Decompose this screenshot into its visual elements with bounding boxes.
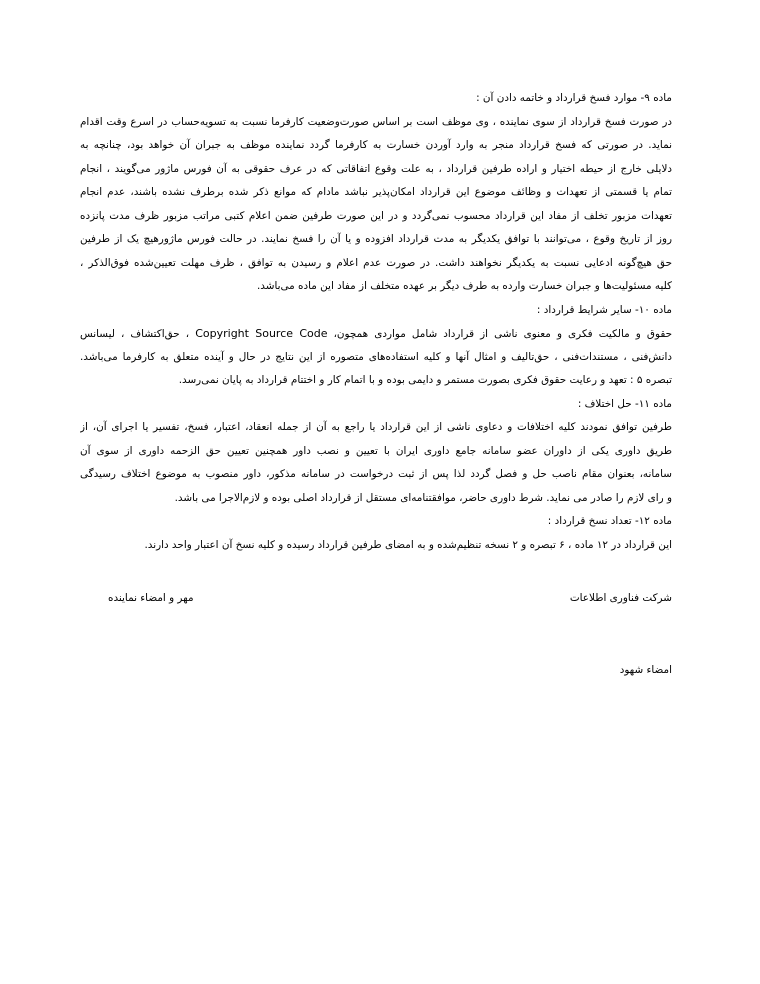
article-9-line: تعهدات مزبور تخلف از مفاد این قرارداد محسوب نمی‌گردد و در این صورت طرفین ضمن اعلام کتبی مراتب مزبور ظرف مدت پانزده (80, 209, 672, 222)
article-11-line: و رای لازم را صادر می نماید. شرط داوری حاضر، موافقتنامه‌ای مستقل از قرارداد اصلی بوده و لازم‌الاجرا می باشد. (174, 491, 672, 504)
copyright-source-code-term: Copyright Source Code (195, 327, 328, 340)
article-10-heading: ماده ۱۰- سایر شرایط قرارداد : (536, 303, 672, 316)
article-11-line: طرفین توافق نمودند کلیه اختلافات و دعاوی ناشی از این قرارداد یا راجع به آن از جمله انعقاد، اعتبار، فسخ، تفسیر یا اجرای آن، از (80, 421, 672, 433)
article-10-line-end: ، حق‌اکتشاف ، لیسانس (80, 328, 196, 340)
article-9-line: کلیه مسئولیت‌ها و جبران خسارت وارده به طرف دیگر بر عهده متخلف از مفاد این ماده می‌باشد. (256, 280, 672, 292)
representative-stamp-label: مهر و امضاء نماینده (108, 592, 194, 604)
article-10-line (80, 322, 672, 346)
article-11-line: طریق داوری یکی از داوران عضو سامانه جامع داوری ایران با تعیین و نصب داور همچنین تعیین حق الزحمه داوری از سوی آن (80, 444, 672, 457)
article-11-line: سامانه، بعنوان مقام ناصب حل و فصل گردد لذا پس از ثبت درخواست در سامانه مذکور، داور منصوب به موضوع اختلاف رسیدگی (80, 468, 672, 480)
article-11-heading: ماده ۱۱- حل اختلاف : (577, 397, 672, 410)
article-10-line: دانش‌فنی ، مستندات‌فنی ، حق‌تالیف و امثال آنها و کلیه استفاده‌های متصوره از این نتایج در حال و آینده متعلق به کارفرما می‌باشد. (80, 350, 672, 363)
article-9-line: حق هیچ‌گونه ادعایی نسبت به یکدیگر نخواهند داشت. در صورت عدم اعلام و رسیدن به توافق ، ظرف مهلت تعیین‌شده فوق‌الذکر ، (80, 256, 672, 269)
witnesses-signature-label: امضاء شهود (619, 664, 672, 676)
company-signature-label: شرکت فناوری اطلاعات (569, 592, 672, 604)
contract-body (80, 87, 672, 557)
article-10-line-start: حقوق و مالکیت فکری و معنوی ناشی از قرارداد شامل مواردی همچون، (327, 328, 672, 340)
article-9-line: در صورت فسخ قرارداد از سوی نماینده ، وی موظف است بر اساس صورت‌وضعیت کارفرما نسبت به تسویه‌حساب در اسرع وقت اقدام (80, 115, 672, 128)
note-5: تبصره ۵ : تعهد و رعایت حقوق فکری بصورت مستمر و دایمی بوده و با اتمام کار و اختتام قرارداد به پایان نمی‌رسد. (178, 374, 672, 386)
article-12-heading: ماده ۱۲- تعداد نسخ قرارداد : (547, 515, 672, 527)
signature-row (80, 592, 672, 612)
article-9-line: روز از تاریخ وقوع ، می‌توانند با توافق یکدیگر به مدت قرارداد افزوده و یا آن را فسخ نمایند. در حالت فورس ماژورهیچ یک از طرفین (80, 233, 672, 245)
article-9-line: دلایلی خارج از حیطه اختیار و اراده طرفین قرارداد ، به علت وقوع اتفاقاتی که در عرف حقوقی به آن فورس ماژور می‌گویند ، انجام (80, 162, 672, 175)
article-12-line: این قرارداد در ۱۲ ماده ، ۶ تبصره و ۲ نسخه تنظیم‌شده و به امضای طرفین قرارداد رسیده و کلیه نسخ آن اعتبار واحد دارند. (144, 538, 672, 551)
article-9-line: نماید. در صورتی که فسخ قرارداد منجر به وارد آوردن خسارت به کارفرما گردد نماینده موظف به جبران آن خواهد بود، چنانچه به (80, 139, 672, 151)
article-9-heading: ماده ۹- موارد فسخ قرارداد و خاتمه دادن آن : (476, 92, 672, 104)
article-9-line: تمام یا قسمتی از تعهدات و وظائف موضوع این قرارداد امکان‌پذیر نباشد مادام که موانع ذکر شده برطرف نشده باشند، عدم انجام (80, 186, 672, 198)
